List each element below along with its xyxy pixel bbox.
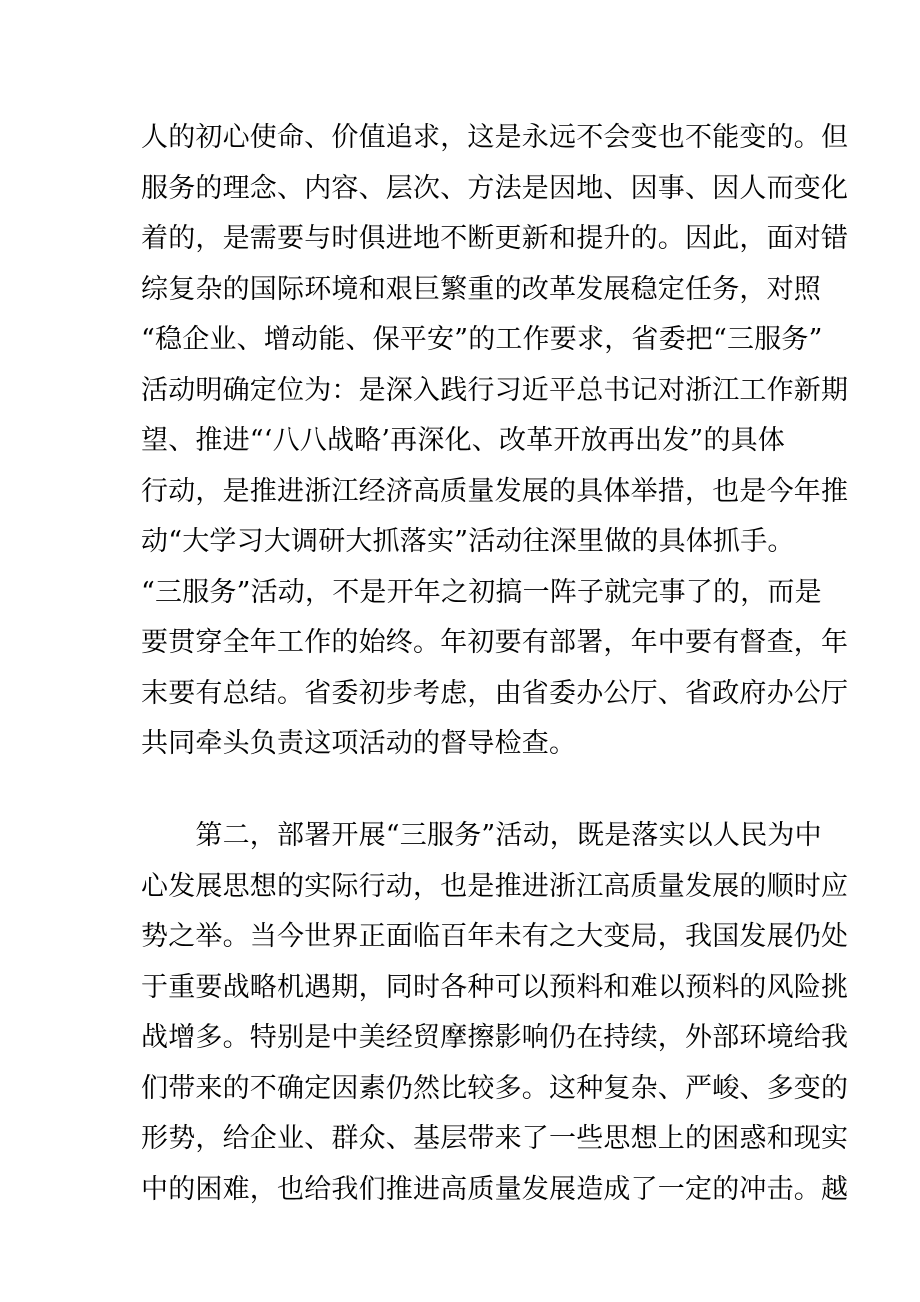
text-line: 末要有总结。省委初步考虑，由省委办公厅、省政府办公厅 bbox=[141, 677, 849, 709]
text-line: 势之举。当今世界正面临百年未有之大变局，我国发展仍处 bbox=[141, 921, 849, 952]
text-line: 着的，是需要与时俱进地不断更新和提升的。因此，面对错 bbox=[141, 223, 849, 254]
text-line: 中的困难，也给我们推进高质量发展造成了一定的冲击。越 bbox=[141, 1173, 849, 1205]
text-line: 形势，给企业、群众、基层带来了一些思想上的困惑和现实 bbox=[141, 1123, 849, 1154]
text-line: 服务的理念、内容、层次、方法是因地、因事、因人而变化 bbox=[141, 172, 849, 204]
text-line: 行动，是推进浙江经济高质量发展的具体举措，也是今年推 bbox=[141, 475, 849, 507]
text-line: 动“大学习大调研大抓落实”活动往深里做的具体抓手。 bbox=[141, 526, 795, 557]
text-line: 综复杂的国际环境和艰巨繁重的改革发展稳定任务，对照 bbox=[141, 273, 821, 305]
paragraph-1 bbox=[141, 113, 849, 770]
text-line: “稳企业、增动能、保平安”的工作要求，省委把“三服务” bbox=[141, 324, 823, 355]
text-line: “三服务”活动，不是开年之初搞一阵子就完事了的，而是 bbox=[141, 576, 822, 608]
text-line: 望、推进“‘八八战略’再深化、改革开放再出发”的具体 bbox=[141, 425, 785, 456]
text-line: 人的初心使命、价值追求，这是永远不会变也不能变的。但 bbox=[141, 122, 849, 153]
text-line: 于重要战略机遇期，同时各种可以预料和难以预料的风险挑 bbox=[141, 971, 849, 1003]
text-line: 活动明确定位为：是深入践行习近平总书记对浙江工作新期 bbox=[141, 374, 849, 406]
text-line: 们带来的不确定因素仍然比较多。这种复杂、严峻、多变的 bbox=[141, 1072, 849, 1104]
text-line: 共同牵头负责这项活动的督导检查。 bbox=[141, 728, 577, 759]
text-line: 第二，部署开展“三服务”活动，既是落实以人民为中 bbox=[141, 820, 822, 851]
paragraph-2 bbox=[141, 811, 849, 1215]
text-line: 战增多。特别是中美经贸摩擦影响仍在持续，外部环境给我 bbox=[141, 1022, 849, 1053]
text-line: 心发展思想的实际行动，也是推进浙江高质量发展的顺时应 bbox=[141, 870, 849, 902]
text-line: 要贯穿全年工作的始终。年初要有部署，年中要有督查，年 bbox=[141, 627, 849, 658]
